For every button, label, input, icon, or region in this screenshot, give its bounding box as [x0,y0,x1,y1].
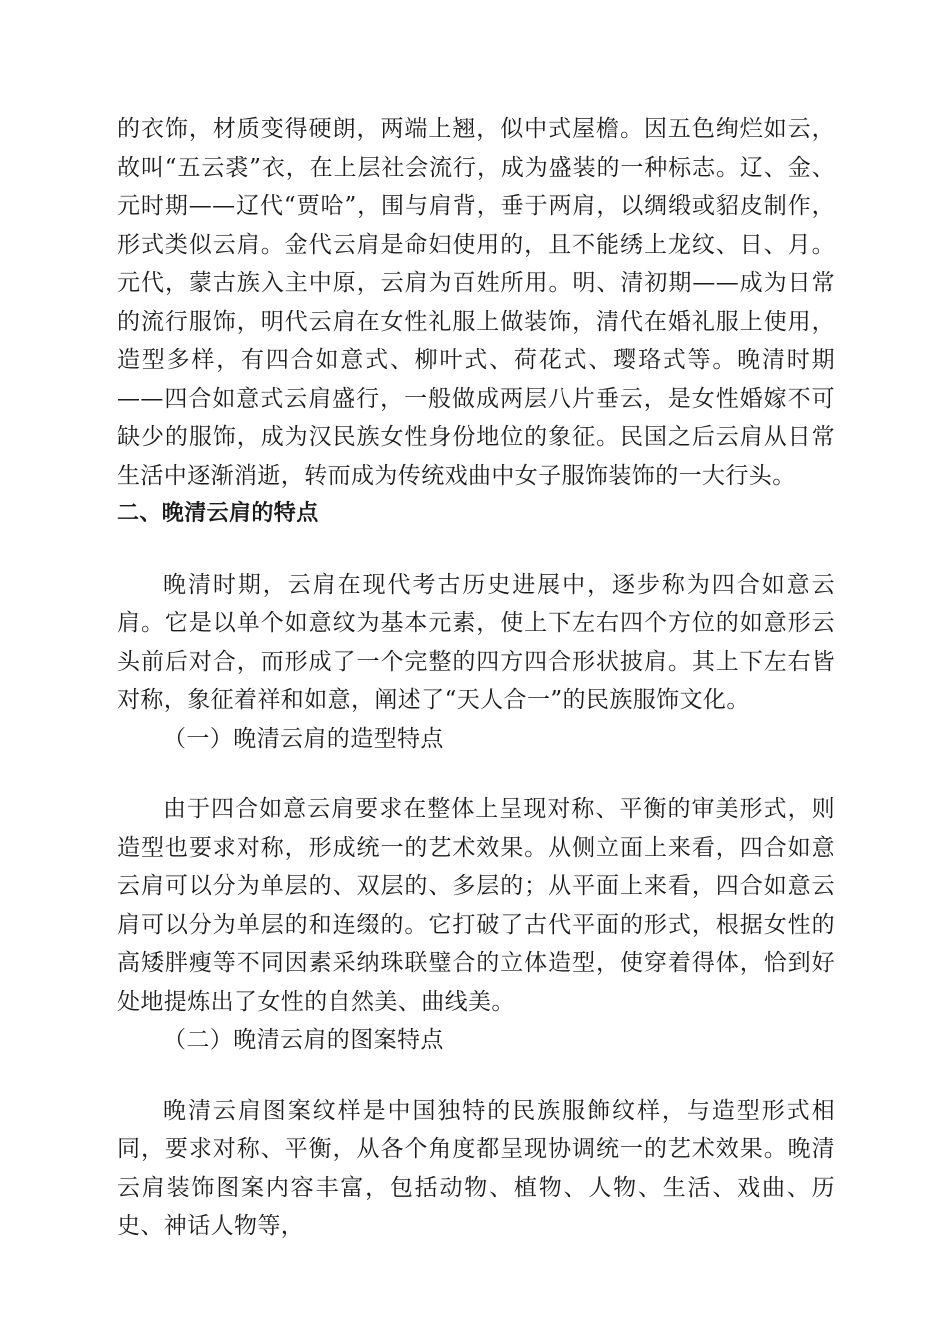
paragraph-pattern: 晚清云肩图案纹样是中国独特的民族服飾纹样，与造型形式相同，要求对称、平衡，从各个角度都呈现协调统一的艺术效果。晚清云肩装饰图案内容丰富，包括动物、植物、人物、生活、戏曲、历史、神话人物等， [117,1097,835,1239]
paragraph-shape: 由于四合如意云肩要求在整体上呈现对称、平衡的审美形式，则造型也要求对称，形成统一的艺术效果。从侧立面上来看，四合如意云肩可以分为单层的、双层的、多层的；从平面上来看，四合如意云肩可以分为单层的和连缀的。它打破了古代平面的形式，根据女性的高矮胖瘦等不同因素采纳珠联璧合的立体造型，使穿着得体，恰到好处地提炼出了女性的自然美、曲线美。 [117,796,835,1015]
section-heading-features: 二、晚清云肩的特点 [117,501,319,526]
document-body [117,110,835,1246]
paragraph-intro: 晚清时期，云肩在现代考古历史进展中，逐步称为四合如意云肩。它是以单个如意纹为基本元素，使上下左右四个方位的如意形云头前后对合，而形成了一个完整的四方四合形状披肩。其上下左右皆对称，象征着祥和如意，阐述了“天人合一”的民族服饰文化。 [117,571,835,713]
subheading-pattern-features: （二）晚清云肩的图案特点 [163,1027,444,1053]
paragraph-history: 的衣饰，材质变得硬朗，两端上翘，似中式屋檐。因五色绚烂如云，故叫“五云裘”衣，在上层社会流行，成为盛装的一种标志。辽、金、元时期——辽代“贾哈”，围与肩背，垂于两肩，以绸缎或貂皮制作，形式类似云肩。金代云肩是命妇使用的，且不能绣上龙纹、日、月。元代，蒙古族入主中原，云肩为百姓所用。明、清初期——成为日常的流行服饰，明代云肩在女性礼服上做装饰，清代在婚礼服上使用，造型多样，有四合如意式、柳叶式、荷花式、璎珞式等。晚清时期——四合如意式云肩盛行，一般做成两层八片垂云，是女性婚嫁不可缺少的服饰，成为汉民族女性身份地位的象征。民国之后云肩从日常生活中逐渐消逝，转而成为传统戏曲中女子服饰装饰的一大行头。 [117,116,835,489]
subheading-shape-features: （一）晚清云肩的造型特点 [163,725,444,752]
